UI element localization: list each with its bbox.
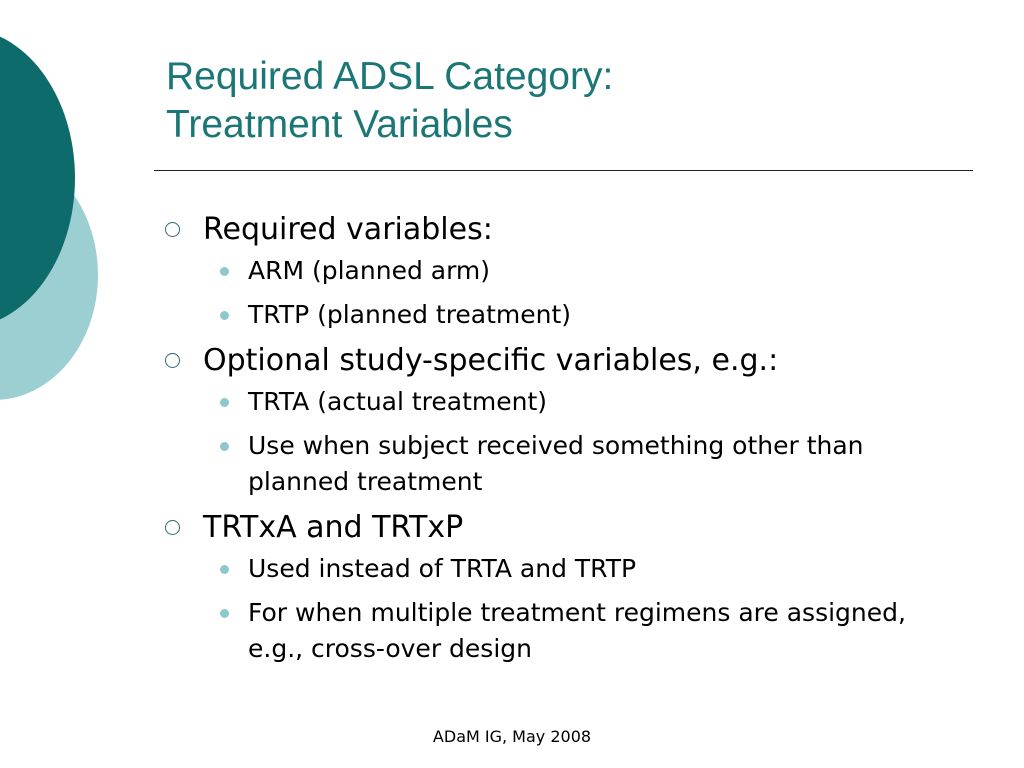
sub-bullet-text: Use when subject received something other than planned treatment — [248, 431, 864, 496]
slide-title-line-1: Required ADSL Category: — [166, 55, 614, 98]
slide-title-line-2: Treatment Variables — [166, 103, 513, 146]
dot-bullet-icon — [220, 442, 229, 451]
bullet-required-variables — [165, 210, 935, 333]
hollow-circle-bullet-icon — [165, 353, 180, 368]
hollow-circle-bullet-icon — [165, 520, 180, 535]
title-divider — [154, 170, 973, 171]
sub-bullet-text: Used instead of TRTA and TRTP — [248, 554, 637, 583]
slide-body — [165, 210, 935, 675]
sub-bullet — [165, 253, 935, 289]
dot-bullet-icon — [220, 609, 229, 618]
sub-bullet-list — [165, 384, 935, 500]
bullet-text: TRTxA and TRTxP — [203, 510, 464, 545]
footer-text: ADaM IG, May 2008 — [432, 727, 592, 746]
sub-bullet — [165, 297, 935, 333]
dot-bullet-icon — [220, 398, 229, 407]
dot-bullet-icon — [220, 565, 229, 574]
sub-bullet — [165, 551, 935, 587]
hollow-circle-bullet-icon — [165, 222, 180, 237]
bullet-text: Optional study-specific variables, e.g.: — [203, 343, 779, 378]
sub-bullet-text: TRTP (planned treatment) — [248, 300, 572, 329]
sub-bullet-text: TRTA (actual treatment) — [248, 387, 548, 416]
sub-bullet — [165, 384, 935, 420]
bullet-trtxa-trtxp — [165, 508, 935, 667]
sub-bullet-list — [165, 253, 935, 333]
sub-bullet — [165, 428, 935, 500]
dot-bullet-icon — [220, 267, 229, 276]
bullet-optional-variables — [165, 341, 935, 500]
sub-bullet — [165, 595, 935, 667]
sub-bullet-list — [165, 551, 935, 667]
sub-bullet-text: For when multiple treatment regimens are assigned, e.g., cross-over design — [248, 598, 906, 663]
bullet-text: Required variables: — [203, 212, 493, 247]
slide-title — [166, 53, 613, 149]
dot-bullet-icon — [220, 311, 229, 320]
slide-footer — [0, 727, 1024, 746]
sub-bullet-text: ARM (planned arm) — [248, 256, 491, 285]
